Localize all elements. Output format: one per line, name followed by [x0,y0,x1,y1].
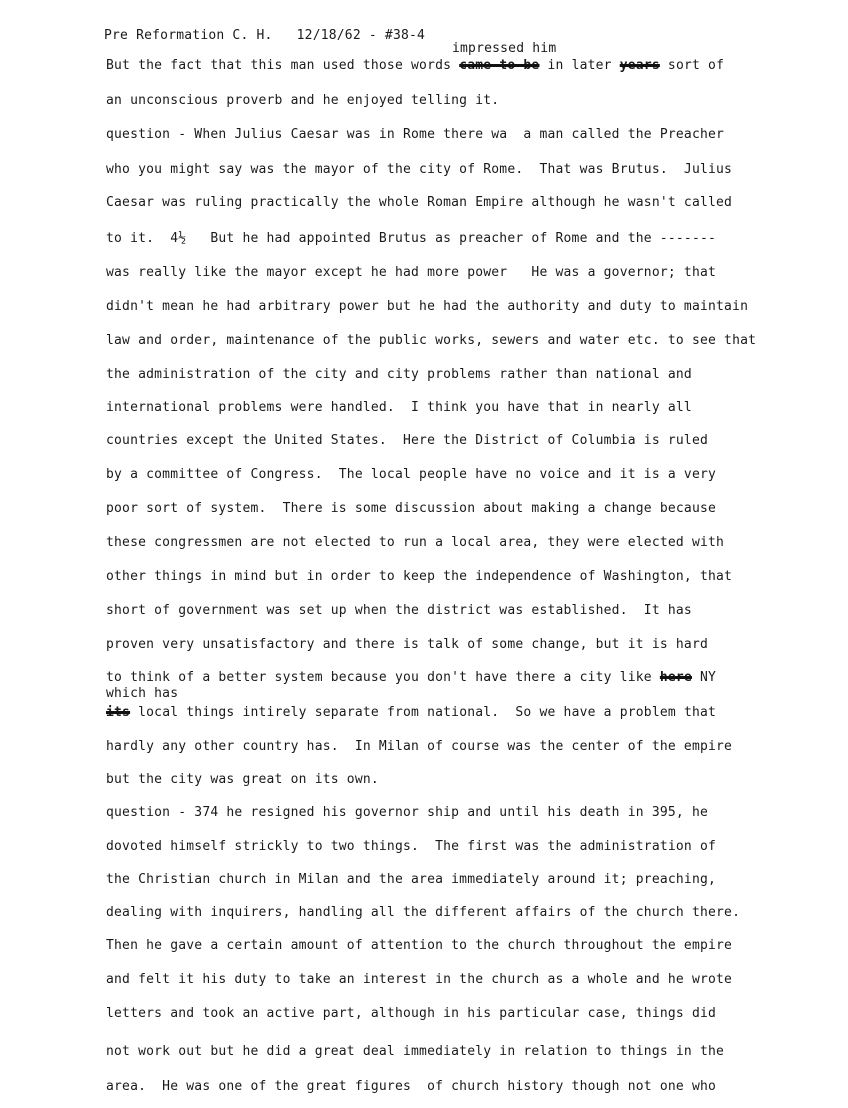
text-line: Caesar was ruling practically the whole Roman Empire although he wasn't called [106,195,733,210]
text-line: the administration of the city and city problems rather than national and [106,367,692,382]
text-line: area. He was one of the great figures of church history though not one who [106,1079,717,1094]
text-line: But the fact that this man used those words came to be in later years sort of [106,58,725,73]
text-line: question - When Julius Caesar was in Rome there wa a man called the Preacher [106,127,725,142]
text-line: was really like the mayor except he had more power He was a governor; that [106,265,717,280]
text-line: but the city was great on its own. [106,772,379,787]
interlinear-insert: which has [106,686,179,701]
text-line: an unconscious proverb and he enjoyed telling it. [106,93,500,108]
text-line: poor sort of system. There is some discussion about making a change because [106,501,717,516]
text-line: dovoted himself strickly to two things. The first was the administration of [106,839,717,854]
text-line: and felt it his duty to take an interest in the church as a whole and he wrote [106,972,733,987]
text-line: not work out but he did a great deal immediately in relation to things in the [106,1044,725,1059]
text-line: its local things intirely separate from national. So we have a problem that [106,705,717,720]
text-line: to think of a better system because you don't have there a city like here NY [106,670,717,685]
page-header: Pre Reformation C. H. 12/18/62 - #38-4 [104,28,426,43]
text-line: proven very unsatisfactory and there is talk of some change, but it is hard [106,637,708,652]
text-line: letters and took an active part, although in his particular case, things did [106,1006,717,1021]
text-line: international problems were handled. I think you have that in nearly all [106,400,692,415]
text-line: law and order, maintenance of the public works, sewers and water etc. to see that [106,333,757,348]
text-line: these congressmen are not elected to run a local area, they were elected with [106,535,725,550]
text-line: didn't mean he had arbitrary power but he had the authority and duty to maintain [106,299,749,314]
text-line: by a committee of Congress. The local people have no voice and it is a very [106,467,717,482]
text-line: short of government was set up when the district was established. It has [106,603,692,618]
text-line: dealing with inquirers, handling all the different affairs of the church there. [106,905,741,920]
text-line: hardly any other country has. In Milan of course was the center of the empire [106,739,733,754]
text-line: countries except the United States. Here the District of Columbia is ruled [106,433,708,448]
text-line: other things in mind but in order to keep the independence of Washington, that [106,569,733,584]
text-line: to it. 4½ But he had appointed Brutus as preacher of Rome and the ------- [106,231,717,246]
text-line: question - 374 he resigned his governor ship and until his death in 395, he [106,805,708,820]
text-line: who you might say was the mayor of the city of Rome. That was Brutus. Julius [106,162,733,177]
handwritten-insert: impressed him [452,41,557,56]
text-line: the Christian church in Milan and the area immediately around it; preaching, [106,872,717,887]
text-line: Then he gave a certain amount of attention to the church throughout the empire [106,938,733,953]
